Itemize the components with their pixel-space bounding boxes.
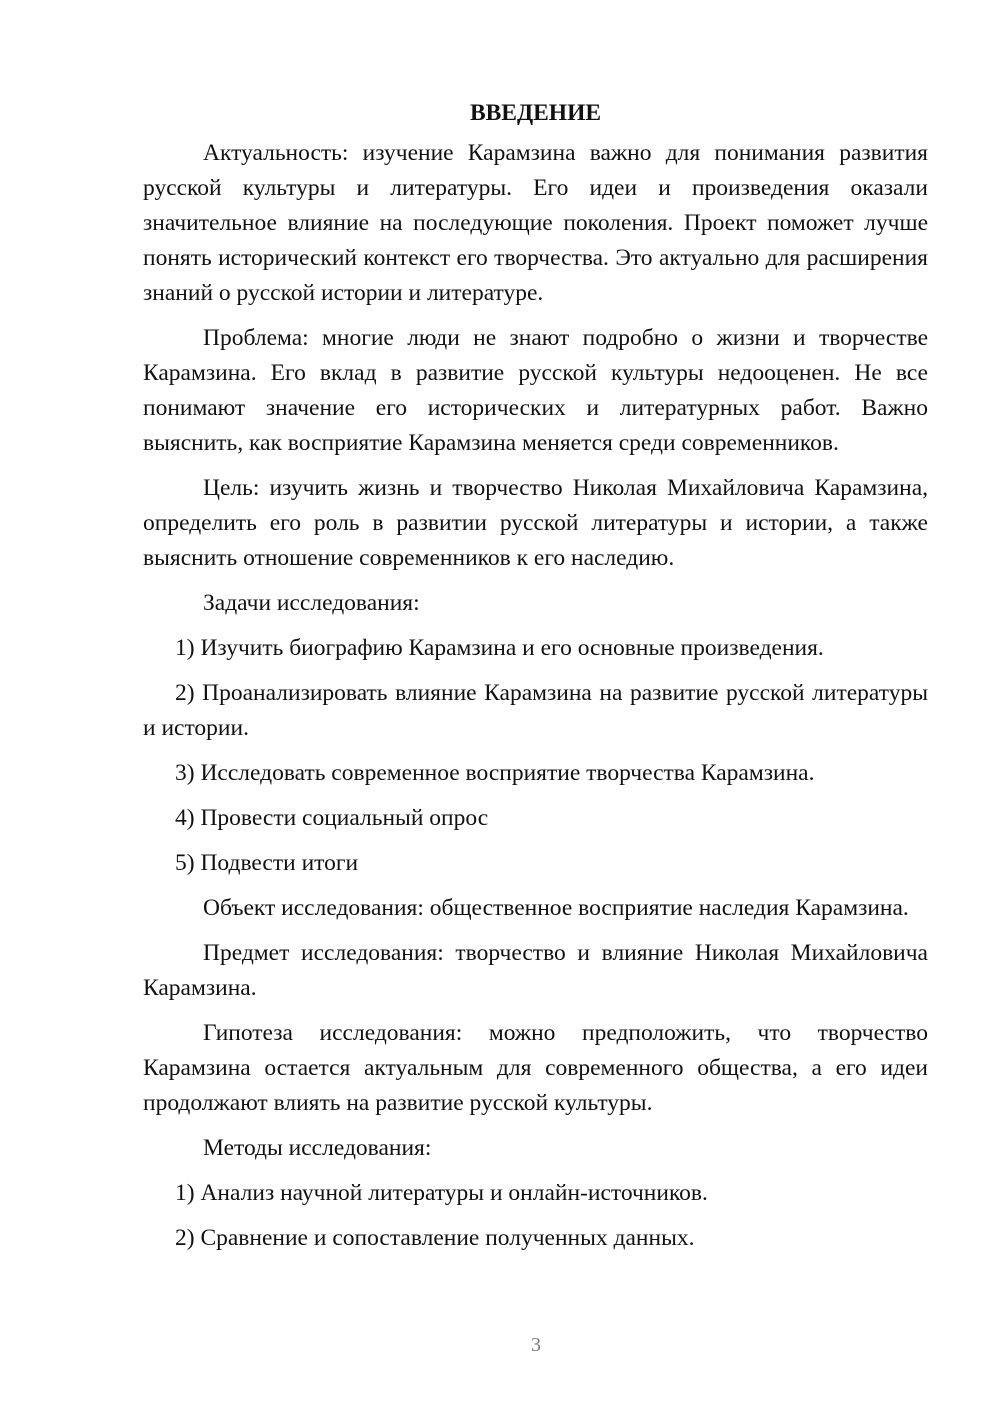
methods-title: Методы исследования: bbox=[203, 1135, 432, 1161]
paragraph-problem: Проблема: многие люди не знают подробно о жизни и творчестве Карамзина. Его вклад в развитие русской культуры недооценен. Не все понимают значение его исторических и литературных работ. Важно выяснить, как восприятие Карамзина меняется среди современников. bbox=[143, 325, 928, 456]
paragraph-relevance: Актуальность: изучение Карамзина важно для понимания развития русской культуры и литературы. Его идеи и произведения оказали значительное влияние на последующие поколения. Проект поможет лучше понять исторический контекст его творчества. Это актуально для расширения знаний о русской истории и литературе. bbox=[143, 140, 928, 306]
page-number: 3 bbox=[531, 1334, 541, 1356]
paragraph-hypothesis: Гипотеза исследования: можно предположить, что творчество Карамзина остается актуальным для современного общества, а его идеи продолжают влиять на развитие русской культуры. bbox=[143, 1020, 928, 1116]
task-item: 5) Подвести итоги bbox=[175, 850, 359, 876]
method-item: 1) Анализ научной литературы и онлайн-источников. bbox=[175, 1180, 708, 1206]
task-item: 2) Проанализировать влияние Карамзина на развитие русской литературы и истории. bbox=[143, 680, 928, 741]
section-heading: ВВЕДЕНИЕ bbox=[469, 100, 602, 126]
paragraph-object: Объект исследования: общественное восприятие наследия Карамзина. bbox=[203, 895, 909, 921]
task-item: 1) Изучить биографию Карамзина и его основные произведения. bbox=[175, 635, 824, 661]
method-item: 2) Сравнение и сопоставление полученных данных. bbox=[175, 1225, 695, 1251]
task-item: 4) Провести социальный опрос bbox=[175, 805, 489, 831]
task-item: 3) Исследовать современное восприятие творчества Карамзина. bbox=[175, 760, 815, 786]
tasks-title: Задачи исследования: bbox=[203, 590, 420, 616]
document-body bbox=[143, 96, 928, 1266]
paragraph-subject: Предмет исследования: творчество и влияние Николая Михайловича Карамзина. bbox=[143, 940, 928, 1001]
paragraph-goal: Цель: изучить жизнь и творчество Николая Михайловича Карамзина, определить его роль в развитии русской литературы и истории, а также выяснить отношение современников к его наследию. bbox=[143, 475, 928, 571]
